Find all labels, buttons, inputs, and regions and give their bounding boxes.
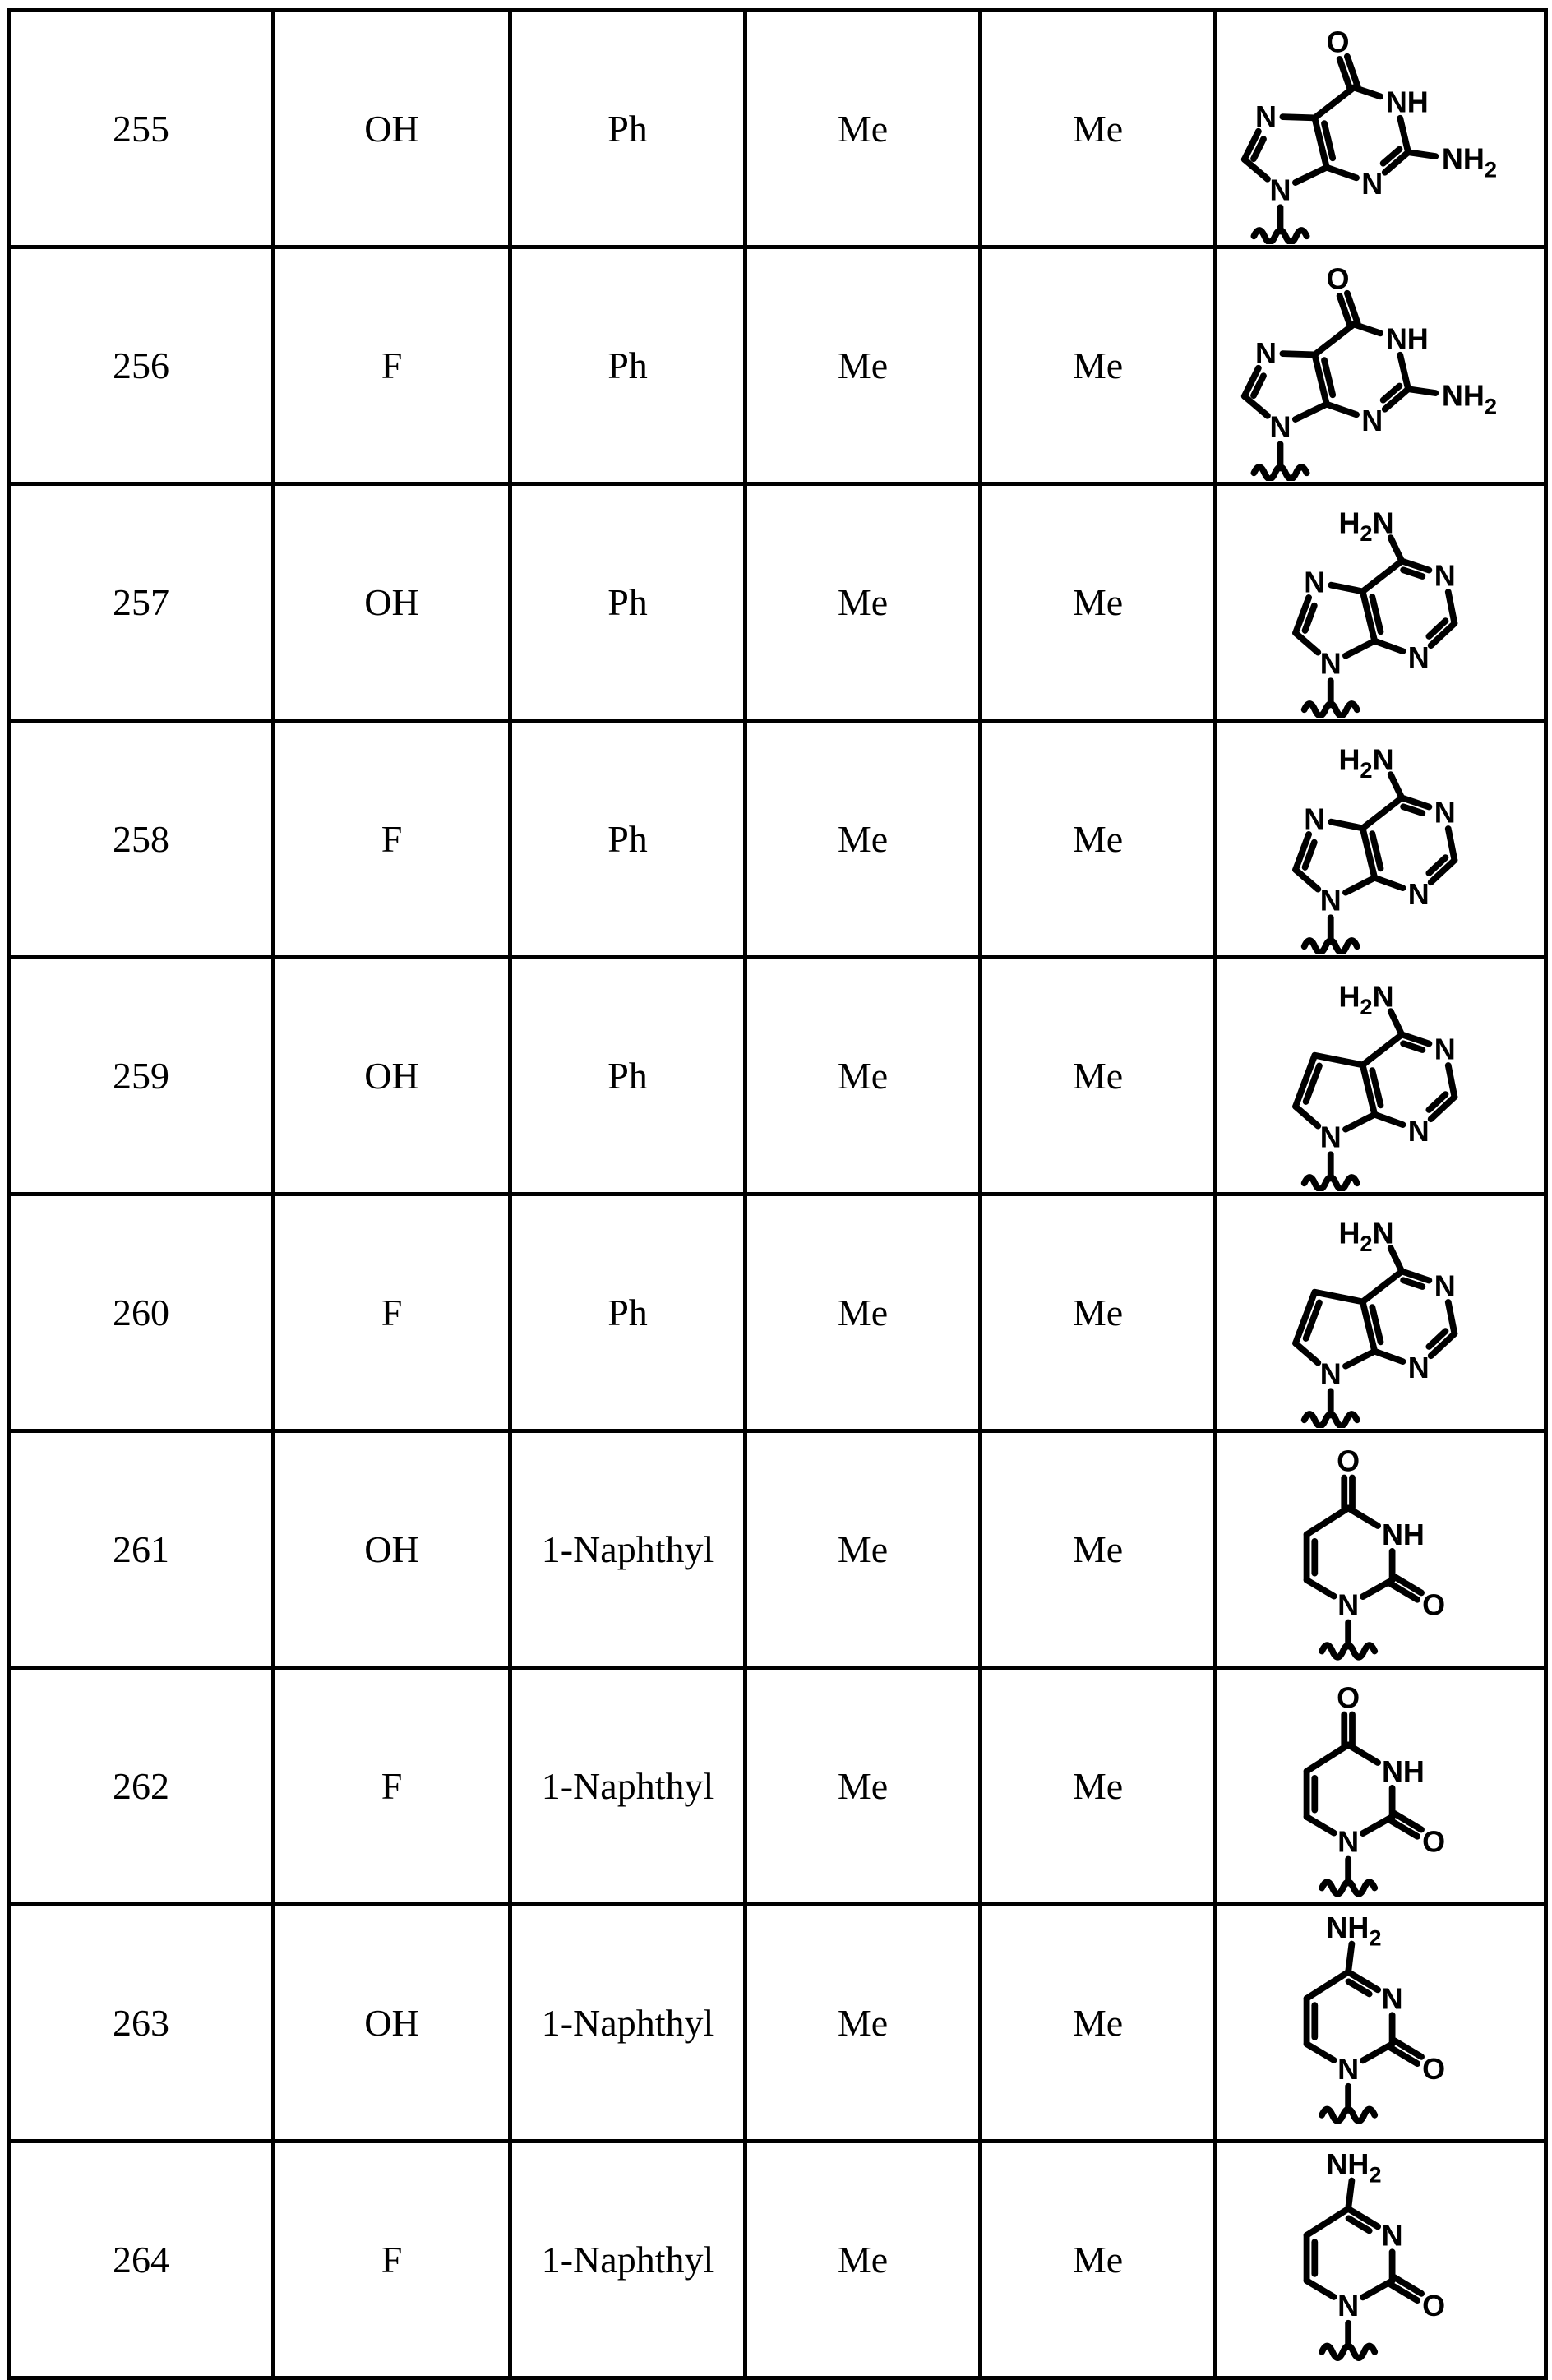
- substituent-2-cell: 1-Naphthyl: [510, 1905, 746, 2142]
- substituent-1-cell: OH: [274, 1431, 510, 1668]
- cytosine-structure-icon: [1217, 1906, 1544, 2139]
- compound-number: 259: [9, 958, 274, 1195]
- svg-text:N: N: [1319, 646, 1342, 681]
- svg-text:NH: NH: [1381, 1517, 1425, 1551]
- svg-text:H2N: $H_2N$: [1337, 505, 1394, 546]
- svg-text:NH: NH: [1385, 321, 1429, 356]
- base-structure-cell: [1216, 11, 1546, 247]
- substituent-4-cell: Me: [981, 1431, 1216, 1668]
- substituent-2-cell: Ph: [510, 1195, 746, 1431]
- substituent-2-cell: Ph: [510, 484, 746, 721]
- guanine-structure-icon: [1217, 249, 1544, 482]
- svg-text:N: N: [1269, 409, 1291, 444]
- substituent-1-cell: F: [274, 1195, 510, 1431]
- substituent-2-cell: 1-Naphthyl: [510, 1431, 746, 1668]
- adenine-structure-icon: [1217, 486, 1544, 719]
- svg-text:O: O: [1336, 1680, 1360, 1715]
- svg-text:N: N: [1434, 795, 1456, 830]
- deazaadenine-structure-icon: [1217, 959, 1544, 1192]
- substituent-2-cell: 1-Naphthyl: [510, 1668, 746, 1905]
- compound-table: [7, 8, 1548, 2380]
- substituent-4-cell: Me: [981, 1195, 1216, 1431]
- svg-text:N: N: [1360, 403, 1383, 437]
- svg-text:N: N: [1434, 558, 1456, 593]
- substituent-3-cell: Me: [746, 958, 981, 1195]
- table-row: [9, 2142, 1546, 2378]
- svg-text:N: N: [1381, 2218, 1403, 2252]
- substituent-2-cell: Ph: [510, 721, 746, 958]
- substituent-2-cell: Ph: [510, 11, 746, 247]
- svg-text:N: N: [1407, 876, 1430, 911]
- svg-text:O: O: [1421, 2051, 1445, 2086]
- svg-text:N: N: [1337, 1824, 1359, 1859]
- table-row: [9, 1431, 1546, 1668]
- svg-text:O: O: [1421, 1587, 1445, 1622]
- svg-text:N: N: [1319, 1120, 1342, 1154]
- substituent-2-cell: 1-Naphthyl: [510, 2142, 746, 2378]
- svg-text:N: N: [1319, 1356, 1342, 1391]
- base-structure-cell: [1216, 484, 1546, 721]
- substituent-3-cell: Me: [746, 1668, 981, 1905]
- base-structure-cell: [1216, 1195, 1546, 1431]
- svg-text:N: N: [1254, 335, 1277, 370]
- svg-text:NH2: $NH_2$: [1441, 141, 1497, 182]
- svg-text:N: N: [1337, 2051, 1359, 2086]
- svg-text:N: N: [1407, 640, 1430, 674]
- substituent-1-cell: OH: [274, 958, 510, 1195]
- table-row: [9, 1905, 1546, 2142]
- base-structure-cell: [1216, 247, 1546, 484]
- base-structure-cell: [1216, 2142, 1546, 2378]
- substituent-1-cell: OH: [274, 11, 510, 247]
- uracil-structure-icon: [1217, 1433, 1544, 1666]
- svg-text:O: O: [1326, 25, 1349, 59]
- table-row: [9, 958, 1546, 1195]
- substituent-3-cell: Me: [746, 484, 981, 721]
- substituent-4-cell: Me: [981, 11, 1216, 247]
- substituent-3-cell: Me: [746, 1905, 981, 2142]
- svg-text:NH2: $NH_2$: [1325, 2147, 1381, 2188]
- guanine-structure-icon: [1217, 12, 1544, 245]
- svg-text:N: N: [1337, 2288, 1359, 2322]
- compound-number: 260: [9, 1195, 274, 1431]
- svg-text:N: N: [1269, 173, 1291, 207]
- svg-text:O: O: [1421, 1824, 1445, 1859]
- compound-number: 263: [9, 1905, 274, 2142]
- substituent-3-cell: Me: [746, 1195, 981, 1431]
- substituent-4-cell: Me: [981, 958, 1216, 1195]
- svg-text:H2N: $H_2N$: [1337, 742, 1394, 783]
- substituent-3-cell: Me: [746, 721, 981, 958]
- table-row: [9, 721, 1546, 958]
- substituent-2-cell: Ph: [510, 958, 746, 1195]
- substituent-1-cell: F: [274, 2142, 510, 2378]
- substituent-3-cell: Me: [746, 1431, 981, 1668]
- uracil-structure-icon: [1217, 1670, 1544, 1902]
- substituent-4-cell: Me: [981, 484, 1216, 721]
- svg-text:N: N: [1303, 801, 1325, 835]
- svg-text:N: N: [1381, 1981, 1403, 2015]
- substituent-1-cell: OH: [274, 1905, 510, 2142]
- compound-number: 262: [9, 1668, 274, 1905]
- svg-text:N: N: [1319, 883, 1342, 917]
- svg-text:H2N: $H_2N$: [1337, 1215, 1394, 1256]
- svg-text:O: O: [1421, 2288, 1445, 2322]
- base-structure-cell: [1216, 1668, 1546, 1905]
- substituent-3-cell: Me: [746, 11, 981, 247]
- table-row: [9, 11, 1546, 247]
- substituent-4-cell: Me: [981, 247, 1216, 484]
- svg-text:NH2: $NH_2$: [1325, 1910, 1381, 1951]
- adenine-structure-icon: [1217, 723, 1544, 955]
- substituent-4-cell: Me: [981, 1668, 1216, 1905]
- svg-text:N: N: [1434, 1032, 1456, 1066]
- svg-text:N: N: [1303, 564, 1325, 598]
- substituent-1-cell: OH: [274, 484, 510, 721]
- svg-text:N: N: [1360, 166, 1383, 201]
- compound-number: 258: [9, 721, 274, 958]
- base-structure-cell: [1216, 1431, 1546, 1668]
- deazaadenine-structure-icon: [1217, 1196, 1544, 1429]
- svg-text:NH2: $NH_2$: [1441, 378, 1497, 418]
- base-structure-cell: [1216, 958, 1546, 1195]
- svg-text:O: O: [1336, 1444, 1360, 1478]
- compound-number: 255: [9, 11, 274, 247]
- table-row: [9, 1195, 1546, 1431]
- svg-text:NH: NH: [1381, 1754, 1425, 1788]
- svg-text:O: O: [1326, 261, 1349, 296]
- substituent-2-cell: Ph: [510, 247, 746, 484]
- substituent-3-cell: Me: [746, 2142, 981, 2378]
- substituent-1-cell: F: [274, 721, 510, 958]
- substituent-3-cell: Me: [746, 247, 981, 484]
- svg-text:N: N: [1337, 1587, 1359, 1622]
- svg-text:N: N: [1434, 1269, 1456, 1303]
- compound-number: 257: [9, 484, 274, 721]
- table-row: [9, 247, 1546, 484]
- substituent-1-cell: F: [274, 247, 510, 484]
- compound-number: 264: [9, 2142, 274, 2378]
- substituent-4-cell: Me: [981, 1905, 1216, 2142]
- compound-number: 256: [9, 247, 274, 484]
- svg-text:NH: NH: [1385, 85, 1429, 119]
- base-structure-cell: [1216, 721, 1546, 958]
- substituent-1-cell: F: [274, 1668, 510, 1905]
- svg-text:N: N: [1407, 1350, 1430, 1384]
- base-structure-cell: [1216, 1905, 1546, 2142]
- svg-text:H2N: $H_2N$: [1337, 978, 1394, 1019]
- cytosine-structure-icon: [1217, 2143, 1544, 2376]
- table-row: [9, 484, 1546, 721]
- substituent-4-cell: Me: [981, 2142, 1216, 2378]
- compound-number: 261: [9, 1431, 274, 1668]
- table-row: [9, 1668, 1546, 1905]
- svg-text:N: N: [1254, 99, 1277, 133]
- substituent-4-cell: Me: [981, 721, 1216, 958]
- svg-text:N: N: [1407, 1113, 1430, 1148]
